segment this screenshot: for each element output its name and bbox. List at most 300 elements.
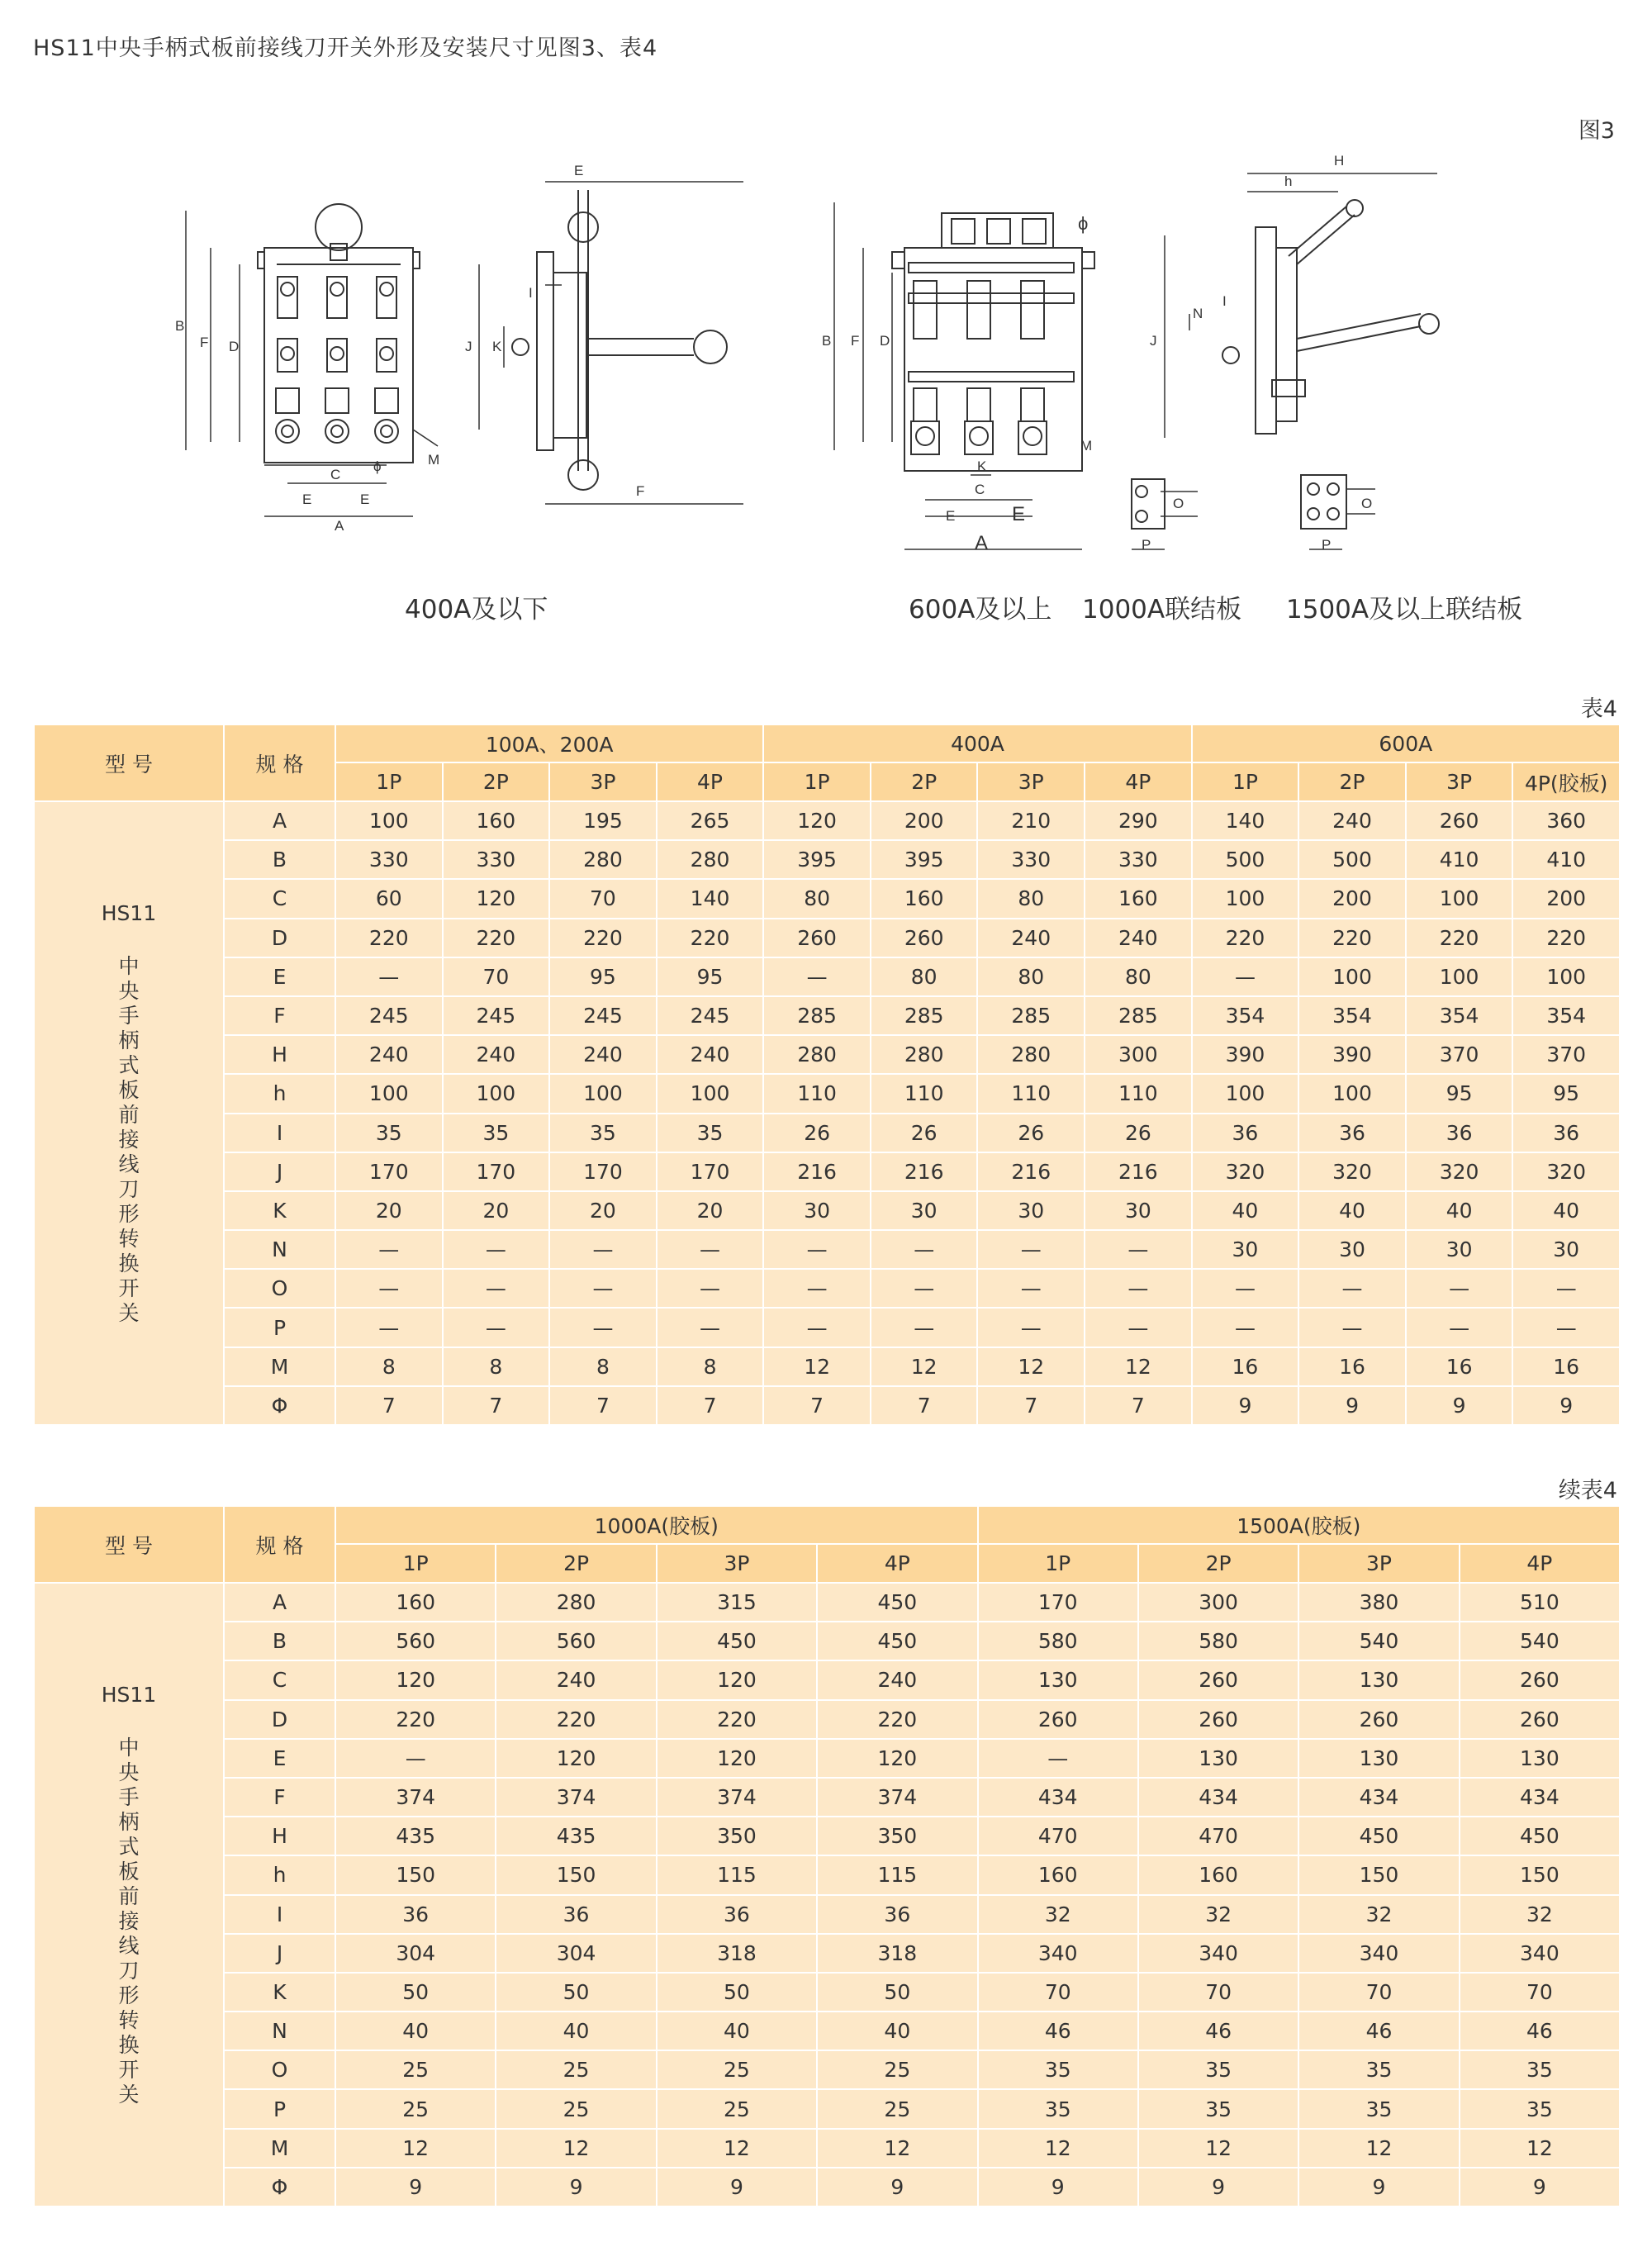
value-cell: 12 <box>657 2129 817 2168</box>
value-cell: 220 <box>496 1700 656 1739</box>
table-row <box>34 1269 1620 1308</box>
value-cell: 26 <box>763 1114 871 1152</box>
table-row <box>34 1230 1620 1269</box>
pole-header: 3P <box>549 762 657 801</box>
value-cell: — <box>657 1269 764 1308</box>
value-cell: 70 <box>443 957 550 996</box>
value-cell: 30 <box>977 1191 1085 1230</box>
value-cell: 330 <box>1085 840 1192 879</box>
value-cell: — <box>977 1269 1085 1308</box>
value-cell: 280 <box>657 840 764 879</box>
value-cell: 25 <box>496 2089 656 2128</box>
spec-cell: D <box>224 919 335 957</box>
value-cell: 220 <box>549 919 657 957</box>
value-cell: 354 <box>1406 996 1513 1035</box>
value-cell: 560 <box>496 1622 656 1660</box>
spec-cell: Φ <box>224 2168 335 2206</box>
value-cell: 35 <box>1298 2050 1459 2089</box>
value-cell: 20 <box>657 1191 764 1230</box>
value-cell: 26 <box>871 1114 978 1152</box>
value-cell: 160 <box>871 879 978 918</box>
table-row <box>34 1152 1620 1191</box>
value-cell: 30 <box>763 1191 871 1230</box>
value-cell: 9 <box>817 2168 977 2206</box>
svg-text:M: M <box>1080 438 1093 454</box>
value-cell: 50 <box>335 1973 496 2012</box>
table-row <box>34 957 1620 996</box>
value-cell: 160 <box>443 801 550 840</box>
value-cell: — <box>1406 1308 1513 1347</box>
spec-header: 规 格 <box>224 724 335 801</box>
value-cell: — <box>871 1308 978 1347</box>
pole-header: 4P <box>657 762 764 801</box>
spec-cell: A <box>224 801 335 840</box>
value-cell: 120 <box>657 1739 817 1778</box>
value-cell: 110 <box>763 1074 871 1113</box>
value-cell: 340 <box>1298 1934 1459 1973</box>
spec-cell: J <box>224 1152 335 1191</box>
value-cell: — <box>871 1269 978 1308</box>
value-cell: 30 <box>1298 1230 1406 1269</box>
pole-header: 2P <box>871 762 978 801</box>
spec-header: 规 格 <box>224 1506 335 1583</box>
table-row <box>34 1895 1620 1934</box>
value-cell: 46 <box>1138 2012 1298 2050</box>
value-cell: 36 <box>1406 1114 1513 1152</box>
value-cell: 7 <box>871 1386 978 1425</box>
svg-text:ϕ: ϕ <box>373 458 382 474</box>
value-cell: 100 <box>443 1074 550 1113</box>
value-cell: 580 <box>1138 1622 1298 1660</box>
value-cell: 25 <box>335 2089 496 2128</box>
value-cell: 35 <box>657 1114 764 1152</box>
value-cell: 315 <box>657 1583 817 1622</box>
value-cell: 70 <box>1460 1973 1620 2012</box>
value-cell: 20 <box>335 1191 443 1230</box>
model-cell <box>34 1583 224 2206</box>
spec-cell: Φ <box>224 1386 335 1425</box>
caption-1000a-plate: 1000A联结板 <box>1082 595 1242 625</box>
value-cell: 9 <box>1512 1386 1620 1425</box>
value-cell: 80 <box>1085 957 1192 996</box>
table-row <box>34 1308 1620 1347</box>
value-cell: 32 <box>1460 1895 1620 1934</box>
value-cell: 260 <box>1460 1700 1620 1739</box>
value-cell: 260 <box>1138 1700 1298 1739</box>
value-cell: 30 <box>871 1191 978 1230</box>
value-cell: 35 <box>1460 2050 1620 2089</box>
value-cell: 374 <box>496 1778 656 1817</box>
group-header: 100A、200A <box>335 724 763 762</box>
value-cell: 434 <box>978 1778 1138 1817</box>
value-cell: — <box>335 1269 443 1308</box>
value-cell: 12 <box>496 2129 656 2168</box>
value-cell: 170 <box>657 1152 764 1191</box>
value-cell: 395 <box>763 840 871 879</box>
value-cell: 260 <box>871 919 978 957</box>
spec-cell: C <box>224 1660 335 1699</box>
value-cell: 25 <box>817 2050 977 2089</box>
value-cell: 434 <box>1460 1778 1620 1817</box>
value-cell: 318 <box>657 1934 817 1973</box>
value-cell: 40 <box>335 2012 496 2050</box>
value-cell: 220 <box>1192 919 1299 957</box>
value-cell: — <box>763 957 871 996</box>
value-cell: 216 <box>977 1152 1085 1191</box>
value-cell: 350 <box>657 1817 817 1855</box>
value-cell: — <box>1512 1269 1620 1308</box>
value-cell: 9 <box>978 2168 1138 2206</box>
value-cell: 36 <box>657 1895 817 1934</box>
table-row <box>34 1739 1620 1778</box>
value-cell: 320 <box>1512 1152 1620 1191</box>
value-cell: 35 <box>335 1114 443 1152</box>
page-title: HS11中央手柄式板前接线刀开关外形及安装尺寸见图3、表4 <box>33 36 658 61</box>
pole-header: 4P(胶板) <box>1512 762 1620 801</box>
value-cell: 46 <box>978 2012 1138 2050</box>
value-cell: 220 <box>1298 919 1406 957</box>
value-cell: 395 <box>871 840 978 879</box>
outline-drawings <box>0 0 1652 595</box>
dim-b-label: B <box>175 318 185 334</box>
value-cell: 110 <box>871 1074 978 1113</box>
svg-text:P: P <box>1322 537 1332 553</box>
value-cell: 280 <box>763 1035 871 1074</box>
value-cell: 36 <box>335 1895 496 1934</box>
value-cell: 350 <box>817 1817 977 1855</box>
value-cell: 370 <box>1512 1035 1620 1074</box>
value-cell: 40 <box>657 2012 817 2050</box>
svg-text:O: O <box>1361 496 1373 511</box>
value-cell: 290 <box>1085 801 1192 840</box>
value-cell: 220 <box>1406 919 1513 957</box>
pole-header: 2P <box>1298 762 1406 801</box>
value-cell: 16 <box>1406 1347 1513 1386</box>
value-cell: 40 <box>1298 1191 1406 1230</box>
value-cell: 46 <box>1298 2012 1459 2050</box>
value-cell: — <box>978 1739 1138 1778</box>
value-cell: 160 <box>1085 879 1192 918</box>
svg-text:h: h <box>1284 173 1293 189</box>
value-cell: 110 <box>1085 1074 1192 1113</box>
value-cell: 30 <box>1085 1191 1192 1230</box>
value-cell: — <box>1192 1269 1299 1308</box>
svg-text:D: D <box>229 339 240 354</box>
pole-header: 1P <box>763 762 871 801</box>
value-cell: 120 <box>817 1739 977 1778</box>
spec-cell: I <box>224 1114 335 1152</box>
value-cell: 304 <box>496 1934 656 1973</box>
value-cell: 25 <box>657 2089 817 2128</box>
svg-text:I: I <box>529 285 533 301</box>
value-cell: 200 <box>1512 879 1620 918</box>
pole-header: 3P <box>1298 1544 1459 1583</box>
value-cell: 70 <box>1298 1973 1459 2012</box>
svg-text:N: N <box>1193 306 1203 321</box>
value-cell: 410 <box>1512 840 1620 879</box>
value-cell: 354 <box>1298 996 1406 1035</box>
value-cell: 450 <box>817 1583 977 1622</box>
dimension-table-1 <box>33 724 1621 1426</box>
value-cell: — <box>657 1230 764 1269</box>
value-cell: 300 <box>1085 1035 1192 1074</box>
value-cell: 100 <box>1192 879 1299 918</box>
value-cell: 360 <box>1512 801 1620 840</box>
value-cell: 100 <box>335 1074 443 1113</box>
svg-text:C: C <box>975 482 985 497</box>
table-row <box>34 1035 1620 1074</box>
value-cell: 12 <box>817 2129 977 2168</box>
svg-text:K: K <box>977 458 987 474</box>
value-cell: 120 <box>657 1660 817 1699</box>
value-cell: 130 <box>1298 1660 1459 1699</box>
table-row <box>34 1660 1620 1699</box>
value-cell: 210 <box>977 801 1085 840</box>
value-cell: 35 <box>1138 2089 1298 2128</box>
table-row <box>34 840 1620 879</box>
value-cell: — <box>763 1230 871 1269</box>
figure-label: 图3 <box>1578 118 1615 144</box>
spec-cell: P <box>224 1308 335 1347</box>
value-cell: 260 <box>763 919 871 957</box>
spec-cell: I <box>224 1895 335 1934</box>
svg-text:K: K <box>492 339 502 354</box>
value-cell: 240 <box>1085 919 1192 957</box>
value-cell: — <box>977 1308 1085 1347</box>
value-cell: 330 <box>335 840 443 879</box>
value-cell: 36 <box>817 1895 977 1934</box>
svg-text:E: E <box>574 163 584 178</box>
value-cell: 285 <box>763 996 871 1035</box>
svg-text:P: P <box>1142 537 1151 553</box>
spec-cell: E <box>224 957 335 996</box>
value-cell: 35 <box>549 1114 657 1152</box>
svg-text:I: I <box>1222 293 1227 309</box>
type-header: 型 号 <box>34 724 224 801</box>
dimension-table-2 <box>33 1505 1621 2207</box>
value-cell: 12 <box>978 2129 1138 2168</box>
group-header: 1000A(胶板) <box>335 1506 978 1544</box>
value-cell: 374 <box>657 1778 817 1817</box>
value-cell: — <box>763 1308 871 1347</box>
value-cell: 500 <box>1192 840 1299 879</box>
svg-text:O: O <box>1173 496 1184 511</box>
table-row <box>34 2168 1620 2206</box>
table-row <box>34 1700 1620 1739</box>
type-header: 型 号 <box>34 1506 224 1583</box>
value-cell: 95 <box>657 957 764 996</box>
value-cell: 95 <box>1512 1074 1620 1113</box>
spec-cell: E <box>224 1739 335 1778</box>
value-cell: 100 <box>1512 957 1620 996</box>
svg-text:F: F <box>200 335 209 350</box>
table-row <box>34 919 1620 957</box>
value-cell: — <box>1192 1308 1299 1347</box>
value-cell: 40 <box>496 2012 656 2050</box>
value-cell: 280 <box>977 1035 1085 1074</box>
value-cell: 12 <box>1298 2129 1459 2168</box>
value-cell: 100 <box>549 1074 657 1113</box>
value-cell: 216 <box>1085 1152 1192 1191</box>
value-cell: 240 <box>657 1035 764 1074</box>
spec-cell: h <box>224 1855 335 1894</box>
value-cell: 36 <box>1192 1114 1299 1152</box>
spec-cell: O <box>224 2050 335 2089</box>
spec-cell: P <box>224 2089 335 2128</box>
value-cell: 240 <box>549 1035 657 1074</box>
spec-cell: B <box>224 840 335 879</box>
value-cell: 100 <box>1298 957 1406 996</box>
side-view-400a <box>479 182 743 504</box>
value-cell: 30 <box>1512 1230 1620 1269</box>
svg-text:C: C <box>330 467 341 482</box>
table2-label: 续表4 <box>1558 1478 1617 1503</box>
svg-text:J: J <box>465 339 472 354</box>
value-cell: 450 <box>817 1622 977 1660</box>
value-cell: 140 <box>657 879 764 918</box>
value-cell: 240 <box>1298 801 1406 840</box>
value-cell: 7 <box>1085 1386 1192 1425</box>
svg-text:A: A <box>335 518 344 534</box>
model-cell <box>34 801 224 1425</box>
value-cell: 245 <box>443 996 550 1035</box>
table-row <box>34 1778 1620 1817</box>
table-row <box>34 1386 1620 1425</box>
value-cell: 140 <box>1192 801 1299 840</box>
value-cell: — <box>977 1230 1085 1269</box>
pole-header: 3P <box>977 762 1085 801</box>
value-cell: 30 <box>1406 1230 1513 1269</box>
value-cell: 9 <box>496 2168 656 2206</box>
value-cell: 60 <box>335 879 443 918</box>
value-cell: 220 <box>443 919 550 957</box>
value-cell: 9 <box>1460 2168 1620 2206</box>
table-row <box>34 1622 1620 1660</box>
value-cell: 160 <box>335 1583 496 1622</box>
pole-header: 3P <box>657 1544 817 1583</box>
value-cell: 80 <box>977 879 1085 918</box>
value-cell: 434 <box>1138 1778 1298 1817</box>
value-cell: 240 <box>817 1660 977 1699</box>
spec-cell: A <box>224 1583 335 1622</box>
value-cell: 245 <box>549 996 657 1035</box>
value-cell: 354 <box>1192 996 1299 1035</box>
value-cell: 7 <box>657 1386 764 1425</box>
value-cell: 40 <box>1406 1191 1513 1230</box>
spec-cell: O <box>224 1269 335 1308</box>
table-row <box>34 996 1620 1035</box>
pole-header: 4P <box>1460 1544 1620 1583</box>
value-cell: 260 <box>1460 1660 1620 1699</box>
svg-text:J: J <box>1150 333 1157 349</box>
model-name: HS11 <box>101 900 157 925</box>
value-cell: 9 <box>657 2168 817 2206</box>
value-cell: 30 <box>1192 1230 1299 1269</box>
value-cell: 340 <box>1460 1934 1620 1973</box>
value-cell: 9 <box>1298 1386 1406 1425</box>
value-cell: 12 <box>871 1347 978 1386</box>
table-row <box>34 1817 1620 1855</box>
value-cell: 95 <box>1406 1074 1513 1113</box>
value-cell: 450 <box>1298 1817 1459 1855</box>
value-cell: — <box>1512 1308 1620 1347</box>
value-cell: 260 <box>1298 1700 1459 1739</box>
value-cell: 280 <box>871 1035 978 1074</box>
caption-600a: 600A及以上 <box>909 595 1052 625</box>
value-cell: 8 <box>549 1347 657 1386</box>
spec-cell: J <box>224 1934 335 1973</box>
spec-cell: h <box>224 1074 335 1113</box>
value-cell: 35 <box>978 2089 1138 2128</box>
value-cell: 32 <box>1298 1895 1459 1934</box>
table-row <box>34 1583 1620 1622</box>
value-cell: 46 <box>1460 2012 1620 2050</box>
value-cell: 40 <box>1512 1191 1620 1230</box>
value-cell: 245 <box>335 996 443 1035</box>
pole-header: 3P <box>1406 762 1513 801</box>
value-cell: 40 <box>1192 1191 1299 1230</box>
caption-1500a-plate: 1500A及以上联结板 <box>1286 595 1523 625</box>
spec-cell: B <box>224 1622 335 1660</box>
value-cell: 16 <box>1512 1347 1620 1386</box>
value-cell: 50 <box>817 1973 977 2012</box>
value-cell: 170 <box>443 1152 550 1191</box>
value-cell: 35 <box>978 2050 1138 2089</box>
value-cell: 9 <box>1406 1386 1513 1425</box>
value-cell: 120 <box>496 1739 656 1778</box>
value-cell: 470 <box>978 1817 1138 1855</box>
value-cell: 110 <box>977 1074 1085 1113</box>
value-cell: — <box>335 1308 443 1347</box>
value-cell: 9 <box>1192 1386 1299 1425</box>
value-cell: 285 <box>977 996 1085 1035</box>
value-cell: 240 <box>977 919 1085 957</box>
value-cell: 26 <box>977 1114 1085 1152</box>
value-cell: — <box>1406 1269 1513 1308</box>
value-cell: 130 <box>1138 1739 1298 1778</box>
value-cell: 245 <box>657 996 764 1035</box>
value-cell: 280 <box>549 840 657 879</box>
value-cell: 160 <box>978 1855 1138 1894</box>
value-cell: 7 <box>763 1386 871 1425</box>
value-cell: 320 <box>1406 1152 1513 1191</box>
value-cell: 540 <box>1460 1622 1620 1660</box>
spec-cell: C <box>224 879 335 918</box>
value-cell: 285 <box>871 996 978 1035</box>
value-cell: 120 <box>335 1660 496 1699</box>
value-cell: 285 <box>1085 996 1192 1035</box>
table-row <box>34 1855 1620 1894</box>
value-cell: — <box>871 1230 978 1269</box>
value-cell: 35 <box>443 1114 550 1152</box>
value-cell: 7 <box>977 1386 1085 1425</box>
value-cell: 9 <box>1138 2168 1298 2206</box>
value-cell: 240 <box>335 1035 443 1074</box>
value-cell: 70 <box>978 1973 1138 2012</box>
value-cell: — <box>549 1230 657 1269</box>
value-cell: 260 <box>978 1700 1138 1739</box>
value-cell: 200 <box>1298 879 1406 918</box>
value-cell: — <box>1298 1308 1406 1347</box>
value-cell: — <box>657 1308 764 1347</box>
value-cell: 220 <box>657 1700 817 1739</box>
value-cell: 560 <box>335 1622 496 1660</box>
table-row <box>34 1074 1620 1113</box>
value-cell: 80 <box>871 957 978 996</box>
value-cell: — <box>335 957 443 996</box>
value-cell: 435 <box>496 1817 656 1855</box>
value-cell: 370 <box>1406 1035 1513 1074</box>
